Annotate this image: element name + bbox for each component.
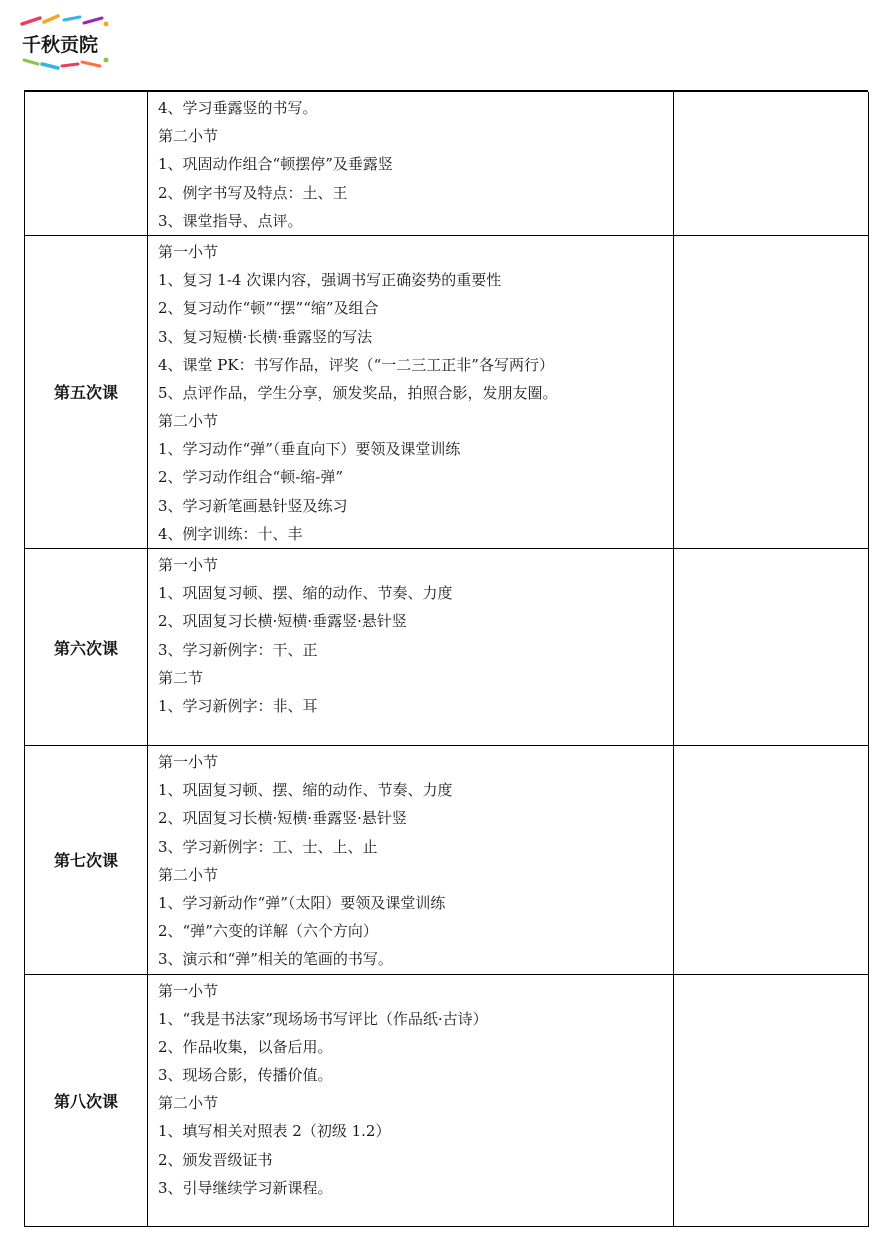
- lesson-content-cell: [148, 235, 674, 548]
- content-line: 第二小节: [158, 865, 219, 884]
- lesson-note-cell: [674, 92, 869, 235]
- content-line: 4、课堂 PK：书写作品，评奖（“一二三工正非”各写两行）: [158, 355, 554, 374]
- content-line: 第二节: [158, 668, 204, 687]
- content-line: 3、复习短横·长横·垂露竖的写法: [158, 327, 373, 346]
- content-line: 3、学习新笔画悬针竖及练习: [158, 496, 348, 515]
- content-line: 2、颁发晋级证书: [158, 1150, 273, 1169]
- content-line: 1、巩固复习顿、摆、缩的动作、节奏、力度: [158, 584, 453, 603]
- content-line: 3、引导继续学习新课程。: [158, 1178, 333, 1197]
- content-line: 2、学习动作组合“顿-缩-弹”: [158, 468, 344, 487]
- content-line: 3、学习新例字：工、士、上、止: [158, 837, 378, 856]
- lesson-note-cell: [674, 549, 869, 746]
- content-line: 1、巩固动作组合“顿摆停”及垂露竖: [158, 155, 393, 174]
- content-line: 4、学习垂露竖的书写。: [158, 99, 318, 117]
- content-line: 1、“我是书法家”现场场书写评比（作品纸·古诗）: [158, 1009, 488, 1028]
- lesson-number-cell: 第七次课: [25, 746, 148, 975]
- content-line: 第一小节: [158, 981, 219, 1000]
- lesson-row: [25, 92, 869, 235]
- content-line: 第二小节: [158, 412, 219, 431]
- lesson-number-cell: 第五次课: [25, 235, 148, 548]
- lesson-row: [25, 746, 869, 975]
- content-line: 2、作品收集，以备后用。: [158, 1037, 333, 1056]
- lesson-note-cell: [674, 235, 869, 548]
- lesson-row: [25, 974, 869, 1226]
- content-line: 1、学习动作“弹”（垂直向下）要领及课堂训练: [158, 440, 461, 459]
- logo-text: 千秋贡院: [22, 34, 99, 56]
- lesson-row: [25, 235, 869, 548]
- content-line: 3、学习新例字：干、正: [158, 640, 318, 659]
- lesson-content-cell: [148, 974, 674, 1226]
- lesson-number-cell: 第八次课: [25, 974, 148, 1226]
- content-line: 1、巩固复习顿、摆、缩的动作、节奏、力度: [158, 781, 453, 800]
- content-line: 第一小节: [158, 556, 219, 574]
- content-line: 3、现场合影，传播价值。: [158, 1066, 333, 1085]
- lesson-content-cell: [148, 549, 674, 746]
- content-line: 1、学习新例字：非、耳: [158, 696, 318, 715]
- lesson-plan-table: [24, 92, 869, 1227]
- brand-logo: [18, 14, 114, 72]
- lesson-note-cell: [674, 746, 869, 975]
- content-line: 1、学习新动作“弹”（太阳）要领及课堂训练: [158, 893, 446, 912]
- content-line: 3、课堂指导、点评。: [158, 211, 303, 230]
- content-line: 1、填写相关对照表 2（初级 1.2）: [158, 1122, 391, 1141]
- content-line: 第一小节: [158, 242, 219, 261]
- lesson-number-cell: 第六次课: [25, 549, 148, 746]
- lesson-row: [25, 549, 869, 746]
- content-line: 2、例字书写及特点：土、王: [158, 183, 348, 202]
- content-line: 第一小节: [158, 753, 219, 771]
- content-line: 1、复习 1-4 次课内容，强调书写正确姿势的重要性: [158, 271, 502, 290]
- content-line: 2、巩固复习长横·短横·垂露竖·悬针竖: [158, 612, 407, 631]
- content-line: 第二小节: [158, 127, 219, 146]
- lesson-note-cell: [674, 974, 869, 1226]
- content-line: 5、点评作品，学生分享，颁发奖品，拍照合影，发朋友圈。: [158, 383, 558, 402]
- content-line: 2、巩固复习长横·短横·垂露竖·悬针竖: [158, 809, 407, 828]
- content-line: 3、演示和“弹”相关的笔画的书写。: [158, 950, 393, 969]
- content-line: 2、“弹”六变的详解（六个方向）: [158, 922, 378, 941]
- content-line: 4、例字训练：十、丰: [158, 524, 303, 543]
- content-line: 第二小节: [158, 1094, 219, 1113]
- lesson-content-cell: [148, 92, 674, 235]
- lesson-number-cell: [25, 92, 148, 235]
- content-line: 2、复习动作“顿”“摆”“缩”及组合: [158, 299, 379, 318]
- lesson-content-cell: [148, 746, 674, 975]
